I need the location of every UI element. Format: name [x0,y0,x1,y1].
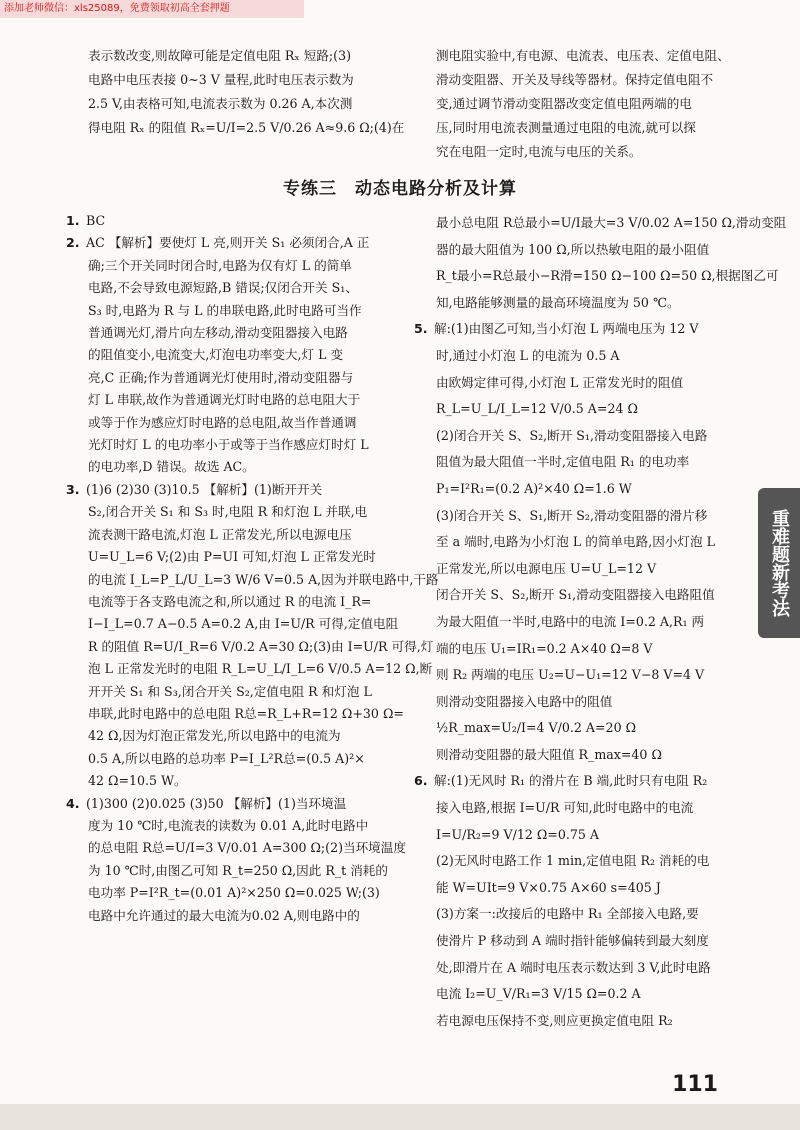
answer-line [414,582,786,609]
answer-line [66,748,439,770]
answer-line [66,255,439,277]
answer-text: 的阻值变小,电流变大,灯泡电功率变大,灯 L 变 [88,347,344,363]
answer-text: 确;三个开关同时闭合时,电路为仅有灯 L 的简单 [88,257,352,273]
question-number: 2. [66,235,80,251]
answer-line [66,591,439,613]
answer-line [414,237,786,264]
answer-line [414,742,786,769]
answer-text: 光灯时灯 L 的电功率小于或等于当作感应灯时灯 L [88,437,369,453]
answer-text: 为 10 ℃时,由图乙可知 R_t=250 Ω,因此 R_t 消耗的 [88,862,388,878]
answer-line [66,524,439,546]
answer-line [66,815,439,837]
answer-text: 0.5 A,所以电路的总功率 P=I_L²R总=(0.5 A)²× [88,750,365,766]
answer-text: 若电源电压保持不变,则应更换定值电阻 R₂ [436,1012,673,1028]
answer-text: S₃ 时,电路为 R 与 L 的串联电路,此时电路可当作 [88,302,362,318]
side-tab: 重难题新考法 [758,488,800,638]
right-column [414,210,786,1034]
answer-line [66,344,439,366]
answer-text: (3)方案一:改接后的电路中 R₁ 全部接入电路,要 [436,906,699,922]
answer-line [66,658,439,680]
question-number: 4. [66,795,80,811]
answer-line [66,546,439,568]
answer-line [66,277,439,299]
question-number: 1. [66,213,80,228]
answer-line [414,955,786,982]
page-number: 111 [672,1072,718,1097]
top-left-paragraph [88,44,404,140]
answer-text: (1)6 (2)30 (3)10.5 【解析】(1)断开开关 [86,481,323,497]
answer-line [66,479,439,501]
answer-text: 42 Ω,因为灯泡正常发光,所以电路中的电流为 [88,728,341,744]
answer-line [414,343,786,370]
answer-text: 使滑片 P 移动到 A 端时指针能够偏转到最大刻度 [436,933,709,949]
answer-text: 知,电路能够测量的最高环境温度为 50 ℃。 [436,294,680,310]
answer-line [66,569,439,591]
answer-text: I−I_L=0.7 A−0.5 A=0.2 A,由 I=U/R 可得,定值电阻 [88,616,399,632]
answer-text: 能 W=UIt=9 V×0.75 A×60 s=405 J [436,879,661,895]
answer-text: 串联,此时电路中的总电阻 R总=R_L+R=12 Ω+30 Ω= [88,705,404,721]
answer-text: 电路,不会导致电源短路,B 错误;仅闭合开关 S₁、 [88,280,358,296]
answer-text: ½R_max=U₂/I=4 V/0.2 A=20 Ω [436,720,637,736]
answer-text: 为最大阻值一半时,电路中的电流 I=0.2 A,R₁ 两 [436,613,705,629]
answer-line [66,793,439,815]
section-title: 专练三 动态电路分析及计算 [283,179,517,199]
text-line: 表示数改变,则故障可能是定值电阻 Rₓ 短路;(3) [88,48,352,63]
answer-line [66,837,439,859]
answer-line [414,662,786,689]
answer-text: 电路中允许通过的最大电流为0.02 A,则电路中的 [88,907,360,923]
text-line: 电路中电压表接 0~3 V 量程,此时电压表示数为 [88,72,354,87]
answer-text: 正常发光,所以电源电压 U=U_L=12 V [436,560,657,576]
text-line: 测电阻实验中,有电源、电流表、电压表、定值电阻、 [436,48,730,63]
answer-line [66,456,439,478]
text-line: 2.5 V,由表格可知,电流表示数为 0.26 A,本次测 [88,96,353,111]
page-footer-band [0,1104,800,1130]
answer-text: 解:(1)由图乙可知,当小灯泡 L 两端电压为 12 V [434,321,699,337]
answer-line [66,232,439,254]
answer-line [414,556,786,583]
answer-text: U=U_L=6 V;(2)由 P=UI 可知,灯泡 L 正常发光时 [88,549,376,565]
answer-line [66,389,439,411]
answer-line [414,636,786,663]
answer-text: R_L=U_L/I_L=12 V/0.5 A=24 Ω [436,401,638,417]
answer-line [66,367,439,389]
answer-line [414,795,786,822]
answer-line [414,822,786,849]
answer-text: 接入电路,根据 I=U/R 可知,此时电路中的电流 [436,800,694,816]
answer-line [66,860,439,882]
answer-line [414,449,786,476]
answer-line [66,681,439,703]
answer-text: 由欧姆定律可得,小灯泡 L 正常发光时的阻值 [436,374,684,390]
answer-line [414,396,786,423]
answer-line [414,529,786,556]
answer-text: 则 R₂ 两端的电压 U₂=U−U₁=12 V−8 V=4 V [436,667,705,683]
answer-line [414,901,786,928]
answer-text: 端的电压 U₁=IR₁=0.2 A×40 Ω=8 V [436,640,653,656]
answer-line [414,609,786,636]
question-number: 5. [414,321,428,337]
question-number: 3. [66,481,80,497]
answer-text: P₁=I²R₁=(0.2 A)²×40 Ω=1.6 W [436,480,632,496]
answer-text: BC [86,213,106,228]
text-line: 滑动变阻器、开关及导线等器材。保持定值电阻不 [436,72,714,87]
answer-text: 则滑动变阻器的最大阻值 R_max=40 Ω [436,746,662,762]
question-number: 6. [414,773,428,789]
answer-text: 处,即滑片在 A 端时电压表示数达到 3 V,此时电路 [436,959,711,975]
answer-line [414,210,786,237]
text-line: 压,同时用电流表测量通过电阻的电流,就可以探 [436,120,696,135]
answer-text: I=U/R₂=9 V/12 Ω=0.75 A [436,826,599,842]
answer-line [66,636,439,658]
answer-text: 电流等于各支路电流之和,所以通过 R 的电流 I_R= [88,593,372,609]
answer-line [414,316,786,343]
answer-text: 42 Ω=10.5 W。 [88,773,187,789]
answer-line [414,503,786,530]
answer-line [414,423,786,450]
answer-line [414,476,786,503]
answer-text: 亮,C 正确;作为普通调光灯使用时,滑动变阻器与 [88,369,354,385]
answer-line [66,322,439,344]
answer-line [66,412,439,434]
answer-text: 泡 L 正常发光时的电阻 R_L=U_L/I_L=6 V/0.5 A=12 Ω,断 [88,661,433,677]
answer-text: AC 【解析】要使灯 L 亮,则开关 S₁ 必须闭合,A 正 [86,235,370,251]
answer-text: 流表测干路电流,灯泡 L 正常发光,所以电源电压 [88,526,352,542]
answer-text: 则滑动变阻器接入电路中的阻值 [436,693,613,709]
answer-text: 或等于作为感应灯时电路的总电阻,故当作普通调 [88,414,357,430]
answer-line [414,928,786,955]
answer-text: 的电流 I_L=P_L/U_L=3 W/6 V=0.5 A,因为并联电路中,干路 [88,571,439,587]
answer-text: (2)无风时电路工作 1 min,定值电阻 R₂ 消耗的电 [436,853,710,869]
answer-line [414,875,786,902]
answer-line [414,768,786,795]
answer-text: 至 a 端时,电路为小灯泡 L 的简单电路,因小灯泡 L [436,534,715,550]
top-right-paragraph [436,44,730,164]
answer-line [66,703,439,725]
answer-text: 的总电阻 R总=U/I=3 V/0.01 A=300 Ω;(2)当环境温度 [88,840,406,856]
left-column [66,210,439,927]
answer-text: R_t最小=R总最小−R滑=150 Ω−100 Ω=50 Ω,根据图乙可 [436,268,779,284]
answer-text: 度为 10 ℃时,电流表的读数为 0.01 A,此时电路中 [88,817,369,833]
text-line: 得电阻 Rₓ 的阻值 Rₓ=U/I=2.5 V/0.26 A≈9.6 Ω;(4)在 [88,120,405,135]
text-line: 究在电阻一定时,电流与电压的关系。 [436,144,642,159]
answer-line [414,1008,786,1035]
answer-line [414,370,786,397]
answer-text: 开开关 S₁ 和 S₃,闭合开关 S₂,定值电阻 R 和灯泡 L [88,683,372,699]
answer-line [66,905,439,927]
answer-text: (3)闭合开关 S、S₁,断开 S₂,滑动变阻器的滑片移 [436,507,708,523]
answer-text: 最小总电阻 R总最小=U/I最大=3 V/0.02 A=150 Ω,滑动变阻 [436,215,787,230]
answer-text: 灯 L 串联,故作为普通调光灯时电路的总电阻大于 [88,392,361,408]
answer-line [66,770,439,792]
answer-text: 闭合开关 S、S₂,断开 S₁,滑动变阻器接入电路阻值 [436,587,715,603]
answer-line [66,725,439,747]
answer-text: S₂,闭合开关 S₁ 和 S₃ 时,电阻 R 和灯泡 L 并联,电 [88,504,368,520]
answer-text: 时,通过小灯泡 L 的电流为 0.5 A [436,347,620,363]
answer-text: 的电功率,D 错误。故选 AC。 [88,459,255,475]
answer-text: (2)闭合开关 S、S₂,断开 S₁,滑动变阻器接入电路 [436,427,708,443]
watermark-banner: 添加老师微信：xls25089，免费领取初高全套押题 [0,0,304,18]
answer-text: 器的最大阻值为 100 Ω,所以热敏电阻的最小阻值 [436,241,710,257]
answer-line [414,981,786,1008]
answer-text: 电功率 P=I²R_t=(0.01 A)²×250 Ω=0.025 W;(3) [88,885,380,901]
answer-line [66,300,439,322]
answer-line [66,210,439,232]
answer-text: 电流 I₂=U_V/R₁=3 V/15 Ω=0.2 A [436,986,641,1002]
answer-text: R 的阻值 R=U/I_R=6 V/0.2 A=30 Ω;(3)由 I=U/R 可得,灯 [88,638,434,654]
answer-text: 阻值为最大阻值一半时,定值电阻 R₁ 的电功率 [436,454,690,470]
answer-line [66,501,439,523]
answer-line [66,434,439,456]
text-line: 变,通过调节滑动变阻器改变定值电阻两端的电 [436,96,692,111]
answer-line [66,613,439,635]
answer-text: (1)300 (2)0.025 (3)50 【解析】(1)当环境温 [86,795,347,811]
answer-text: 普通调光灯,滑片向左移动,滑动变阻器接入电路 [88,325,348,341]
answer-text: 解:(1)无风时 R₁ 的滑片在 B 端,此时只有电阻 R₂ [434,773,708,789]
answer-line [414,290,786,317]
answer-line [414,715,786,742]
answer-line [414,689,786,716]
answer-line [414,848,786,875]
answer-line [66,882,439,904]
answer-line [414,263,786,290]
